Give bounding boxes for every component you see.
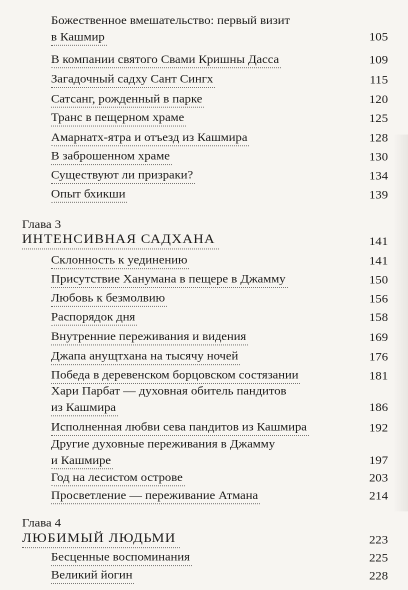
- toc-entry-page: 214: [369, 489, 388, 503]
- toc-entry-page: 203: [369, 471, 388, 485]
- toc-entry-title: Сатсанг, рожденный в парке: [51, 91, 204, 108]
- toc-entry: [51, 309, 388, 326]
- toc-entry: [51, 367, 388, 384]
- toc-entry-title: Джапа анущтхана на тысячу ночей: [51, 348, 240, 365]
- toc-entry: [51, 271, 388, 288]
- chapter-label: Глава 3: [22, 217, 62, 231]
- toc-entry: [51, 383, 388, 415]
- toc-entry-title-cont: из Кашмира: [51, 399, 118, 416]
- toc-entry-page: 141: [369, 254, 388, 268]
- toc-entry: [51, 436, 388, 468]
- toc-entry-title: Опыт бхикши: [51, 186, 127, 203]
- toc-entry-title: Амарнатх-ятра и отъезд из Кашмира: [51, 129, 249, 146]
- toc-entry-title: Божественное вмешательство: первый визит: [51, 14, 290, 27]
- toc-entry-title: Загадочный садху Сант Сингх: [51, 71, 215, 88]
- toc-entry-title: Хари Парбат — духовная обитель пандитов: [51, 384, 287, 398]
- toc-entry-title: Исполненная любви сева пандитов из Кашмира: [51, 419, 309, 436]
- toc-entry: [51, 549, 388, 566]
- toc-entry: [51, 91, 388, 108]
- toc-entry-page: 130: [369, 150, 388, 164]
- toc-entry: [51, 109, 388, 126]
- toc-entry-page: 192: [369, 421, 388, 435]
- toc-entry-page: 139: [369, 188, 388, 201]
- toc-entry-page: 105: [369, 30, 388, 44]
- toc-entry-page: 120: [369, 93, 388, 106]
- toc-entry-page: 125: [369, 112, 388, 125]
- toc-entry: [51, 487, 388, 504]
- toc-entry-page: 115: [369, 73, 388, 87]
- toc-entry: [51, 567, 388, 584]
- chapter-heading: [22, 232, 388, 249]
- toc-entry-title: Другие духовные переживания в Джамму: [51, 437, 276, 451]
- toc-entry-title: Присутствие Ханумана в пещере в Джамму: [51, 271, 288, 288]
- toc-entry-page: 176: [369, 350, 388, 364]
- toc-entry-title-cont: и Кашмире: [51, 452, 113, 469]
- toc-entry-page: 228: [369, 569, 388, 583]
- chapter-label: Глава 4: [22, 516, 62, 530]
- chapter-title: ИНТЕНСИВНАЯ САДХАНА: [22, 232, 219, 249]
- toc-entry-page: 150: [369, 273, 388, 287]
- toc-entry-page: 186: [369, 401, 388, 414]
- toc-entry-page: 181: [369, 369, 388, 383]
- toc-entry-title: В компании святого Свами Кришны Дасса: [51, 51, 281, 68]
- toc-entry-title-cont: в Кашмир: [51, 29, 107, 46]
- toc-entry: [51, 348, 388, 365]
- toc-entry-page: 197: [369, 453, 388, 467]
- toc-entry-title: Победа в деревенском борцовском состязании: [51, 367, 300, 384]
- toc-entry: [51, 469, 388, 486]
- toc-entry-title: Транс в пещерном храме: [51, 109, 186, 126]
- toc-entry-page: 156: [369, 292, 388, 306]
- toc-entry: [51, 148, 388, 165]
- chapter-heading: [22, 531, 388, 548]
- toc-entry-page: 169: [369, 331, 388, 344]
- toc-entry-title: Существуют ли призраки?: [51, 167, 195, 184]
- chapter-page: 141: [369, 235, 388, 248]
- toc-entry: [51, 290, 388, 307]
- toc-entry-page: 225: [369, 551, 388, 565]
- toc-entry-title: Любовь к безмолвию: [51, 290, 167, 307]
- toc-entry-title: Год на лесистом острове: [51, 469, 185, 486]
- toc-entry: [51, 419, 388, 436]
- toc-entry-title: Склонность к уединению: [51, 252, 189, 269]
- toc-entry-page: 109: [369, 53, 388, 67]
- toc-entry: [51, 129, 388, 146]
- toc-entry-title: Просветление — переживание Атмана: [51, 487, 260, 504]
- chapter-title: ЛЮБИМЫЙ ЛЮДЬМИ: [22, 531, 180, 548]
- toc-entry: [51, 71, 388, 88]
- toc-entry: [51, 167, 388, 184]
- toc-entry-page: 158: [369, 311, 388, 324]
- page-edge-shadow: [394, 135, 408, 512]
- toc-entry-title: Внутренние переживания и видения: [51, 328, 248, 345]
- toc-entry-page: 128: [369, 131, 388, 145]
- toc-entry: [51, 186, 388, 203]
- toc-entry-title: Бесценные воспоминания: [51, 549, 192, 566]
- toc-entry: [51, 328, 388, 345]
- toc-entry: [51, 252, 388, 269]
- toc-entry-page: 134: [369, 169, 388, 183]
- chapter-page: 223: [369, 533, 388, 547]
- toc-entry-title: Распорядок дня: [51, 309, 137, 326]
- toc-entry: [51, 13, 388, 45]
- toc-entry-title: В заброшенном храме: [51, 148, 172, 165]
- toc-entry: [51, 51, 388, 68]
- toc-entry-title: Великий йогин: [51, 567, 134, 584]
